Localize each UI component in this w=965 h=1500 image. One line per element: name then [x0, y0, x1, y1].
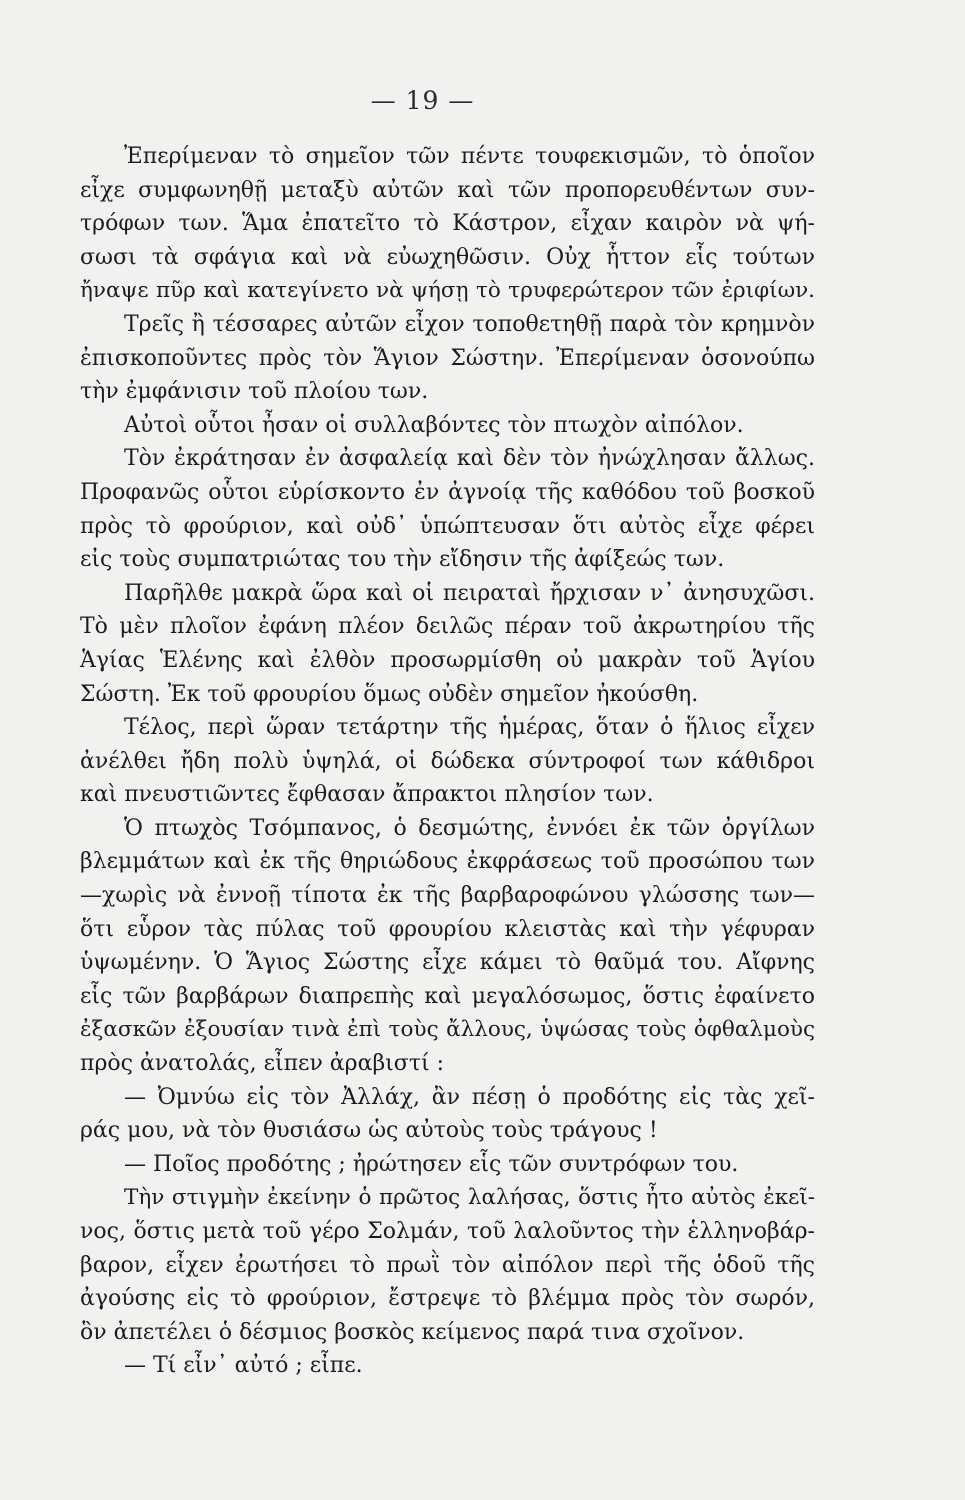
text-line: ὃν ἀπετέλει ὁ δέσμιος βοσκὸς κείμενος παρά τινα σχοῖνον.: [80, 1319, 745, 1345]
text-line: Τὴν στιγμὴν ἐκείνην ὁ πρῶτος λαλήσας, ὅστις ἦτο αὐτὸς ἐκεῖ-: [124, 1185, 815, 1211]
text-line: ἐπισκοποῦντες πρὸς τὸν Ἅγιον Σώστην. Ἐπερίμεναν ὁσονούπω: [80, 345, 815, 371]
text-line: Σώστη. Ἐκ τοῦ φρουρίου ὅμως οὐδὲν σημεῖον ἠκούσθη.: [80, 681, 699, 707]
text-line: — Τί εἶν᾿ αὐτό ; εἶπε.: [124, 1353, 363, 1379]
text-line: τὴν ἐμφάνισιν τοῦ πλοίου των.: [80, 379, 429, 405]
text-line: ἀνέλθει ἤδη πολὺ ὑψηλά, οἱ δώδεκα σύντροφοί των κάθιδροι: [80, 748, 815, 774]
text-line: ἀγούσης εἰς τὸ φρούριον, ἔστρεψε τὸ βλέμμα πρὸς τὸν σωρόν,: [80, 1286, 815, 1312]
text-line: — Ὀμνύω εἰς τὸν Ἀλλάχ, ἂν πέσῃ ὁ προδότης εἰς τὰς χεῖ-: [124, 1084, 815, 1110]
page-number: — 19 —: [370, 86, 475, 115]
text-line: σωσι τὰ σφάγια καὶ νὰ εὐωχηθῶσιν. Οὐχ ἧττον εἷς τούτων: [80, 244, 815, 270]
text-line: εἶχε συμφωνηθῇ μεταξὺ αὐτῶν καὶ τῶν προπορευθέντων συν-: [80, 177, 815, 203]
text-line: ὑψωμένην. Ὁ Ἅγιος Σώστης εἶχε κάμει τὸ θαῦμά του. Αἴφνης: [80, 950, 815, 976]
text-line: εἷς τῶν βαρβάρων διαπρεπὴς καὶ μεγαλόσωμος, ὅστις ἐφαίνετο: [80, 983, 815, 1009]
text-line: ὅτι εὗρον τὰς πύλας τοῦ φρουρίου κλειστὰς καὶ τὴν γέφυραν: [80, 916, 815, 942]
text-line: βλεμμάτων καὶ ἐκ τῆς θηριώδους ἐκφράσεως τοῦ προσώπου των: [80, 849, 815, 875]
text-line: ἤναψε πῦρ καὶ κατεγίνετο νὰ ψήσῃ τὸ τρυφερώτερον τῶν ἐριφίων.: [80, 278, 815, 304]
text-line: Τὸν ἐκράτησαν ἐν ἀσφαλείᾳ καὶ δὲν τὸν ἠνώχλησαν ἄλλως.: [124, 446, 815, 472]
text-line: νος, ὅστις μετὰ τοῦ γέρο Σολμάν, τοῦ λαλοῦντος τὴν ἑλληνοβάρ-: [80, 1219, 815, 1244]
text-line: Τὸ μὲν πλοῖον ἐφάνη πλέον δειλῶς πέραν τοῦ ἀκρωτηρίου τῆς: [80, 614, 815, 640]
text-line: — Ποῖος προδότης ; ἠρώτησεν εἷς τῶν συντρόφων του.: [124, 1151, 739, 1177]
text-line: Ἐπερίμεναν τὸ σημεῖον τῶν πέντε τουφεκισμῶν, τὸ ὁποῖον: [124, 144, 815, 169]
text-line: βαρον, εἶχεν ἐρωτήσει τὸ πρωῒ τὸν αἰπόλον περὶ τῆς ὁδοῦ τῆς: [80, 1252, 815, 1278]
text-line: Προφανῶς οὗτοι εὑρίσκοντο ἐν ἀγνοίᾳ τῆς καθόδου τοῦ βοσκοῦ: [80, 479, 815, 505]
text-line: ράς μου, νὰ τὸν θυσιάσω ὡς αὐτοὺς τοὺς τράγους !: [80, 1118, 658, 1144]
text-line: τρόφων των. Ἅμα ἐπατεῖτο τὸ Κάστρον, εἶχαν καιρὸν νὰ ψή-: [80, 211, 815, 237]
text-line: καὶ πνευστιῶντες ἔφθασαν ἄπρακτοι πλησίον των.: [80, 782, 654, 808]
text-line: Ἁγίας Ἑλένης καὶ ἐλθὸν προσωρμίσθη οὐ μακρὰν τοῦ Ἁγίου: [80, 647, 815, 673]
body-text: [80, 140, 815, 1383]
text-line: Αὐτοὶ οὗτοι ἦσαν οἱ συλλαβόντες τὸν πτωχὸν αἰπόλον.: [124, 412, 744, 438]
text-line: πρὸς τὸ φρούριον, καὶ οὐδ᾿ ὑπώπτευσαν ὅτι αὐτὸς εἶχε φέρει: [80, 513, 815, 539]
text-line: Τέλος, περὶ ὥραν τετάρτην τῆς ἡμέρας, ὅταν ὁ ἥλιος εἶχεν: [124, 715, 815, 741]
text-line: εἰς τοὺς συμπατριώτας του τὴν εἴδησιν τῆς ἀφίξεώς των.: [80, 547, 725, 573]
text-line: ἐξασκῶν ἐξουσίαν τινὰ ἐπὶ τοὺς ἄλλους, ὑψώσας τοὺς ὀφθαλμοὺς: [80, 1017, 815, 1043]
text-line: Τρεῖς ἢ τέσσαρες αὐτῶν εἶχον τοποθετηθῇ παρὰ τὸν κρημνὸν: [124, 311, 815, 337]
text-line: —χωρὶς νὰ ἐννοῇ τίποτα ἐκ τῆς βαρβαροφώνου γλώσσης των—: [80, 883, 815, 909]
text-line: πρὸς ἀνατολάς, εἶπεν ἀραβιστί :: [80, 1051, 445, 1077]
text-line: Ὁ πτωχὸς Τσόμπανος, ὁ δεσμώτης, ἐννόει ἐκ τῶν ὀργίλων: [124, 815, 815, 841]
text-line: Παρῆλθε μακρὰ ὥρα καὶ οἱ πειραταὶ ἤρχισαν ν᾿ ἀνησυχῶσι.: [124, 580, 815, 606]
